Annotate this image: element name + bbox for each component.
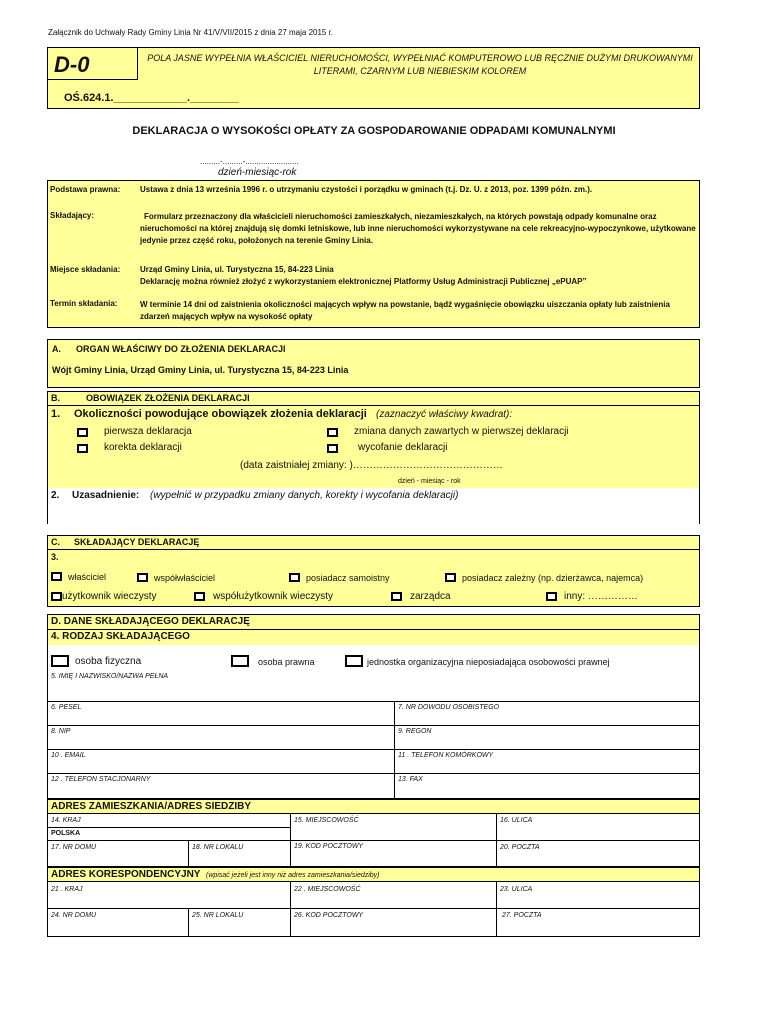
- section-a: [47, 339, 700, 388]
- instructions: POLA JASNE WYPEŁNIA WŁAŚCICIEL NIERUCHOMOŚCI, WYPEŁNIAĆ KOMPUTEROWO LUB RĘCZNIE DUŻYMI DRUKOWANYMI LITERAMI, CZARNYM LUB NIEBIESKIM KOLOREM: [147, 53, 693, 76]
- manager-checkbox[interactable]: [391, 592, 402, 601]
- section-a-text: Wójt Gminy Linia, Urząd Gminy Linia, ul. Turystyczna 15, 84-223 Linia: [52, 365, 349, 375]
- perpetual-user-checkbox[interactable]: [51, 592, 62, 601]
- filer-label: Składający:: [50, 211, 95, 220]
- country-value[interactable]: POLSKA: [51, 830, 81, 837]
- full-name-field[interactable]: [48, 701, 699, 725]
- section-c-number: 3.: [51, 552, 59, 562]
- correspondence-hint: (wpisać jeżeli jest inny niż adres zamieszkania/siedziby): [206, 872, 380, 879]
- regon-field[interactable]: 9. REGON: [398, 728, 432, 735]
- postal-code-field[interactable]: 19. KOD POCZTOWY: [294, 843, 364, 850]
- section-d-title: D. DANE SKŁADAJĄCEGO DEKLARACJĘ: [51, 616, 250, 627]
- correspondence-title: ADRES KORESPONDENCYJNY: [51, 869, 201, 880]
- header-note: Załącznik do Uchwały Rady Gminy Linia Nr 41/V/VII/2015 z dnia 27 maja 2015 r.: [48, 28, 334, 37]
- correction-checkbox[interactable]: [77, 444, 88, 453]
- section-b: [47, 391, 700, 524]
- info-box: [47, 180, 700, 328]
- place-text-2: Deklarację można również złożyć z wykorzystaniem elektronicznej Platformy Usług Administracji Publicznej „ePUAP”: [140, 277, 587, 286]
- manager-label: zarządca: [410, 591, 451, 602]
- co-perpetual-user-label: współużytkownik wieczysty: [213, 591, 334, 602]
- pesel-field[interactable]: 6. PESEL: [51, 704, 82, 711]
- id-number-field[interactable]: 7. NR DOWODU OSOBISTEGO: [398, 704, 500, 711]
- legal-person-checkbox[interactable]: [231, 655, 249, 667]
- filer-type-label: 4. RODZAJ SKŁADAJĄCEGO: [51, 631, 190, 642]
- full-name-label: 5. IMIĘ I NAZWISKO/NAZWA PEŁNA: [51, 673, 169, 680]
- country-field-label: 14. KRAJ: [51, 817, 81, 824]
- mobile-phone-field[interactable]: 11 . TELEFON KOMÓRKOWY: [398, 752, 494, 759]
- other-checkbox[interactable]: [546, 592, 557, 601]
- correspondence-header: [48, 868, 699, 882]
- fax-field[interactable]: 13. FAX: [398, 776, 423, 783]
- date-label: dzień-miesiąc-rok: [218, 167, 297, 178]
- landline-phone-field[interactable]: 12 . TELEFON STACJONARNY: [51, 776, 151, 783]
- organizational-unit-label: jednostka organizacyjna nieposiadająca osobowości prawnej: [367, 657, 610, 667]
- data-change-label: zmiana danych zawartych w pierwszej deklaracji: [354, 426, 569, 437]
- email-field[interactable]: 10 . EMAIL: [51, 752, 86, 759]
- top-box: [47, 47, 700, 109]
- filer-type-row: [48, 645, 699, 701]
- dependent-possessor-label: posiadacz zależny (np. dzierżawca, najemca): [462, 573, 644, 583]
- section-b-letter: B.: [51, 393, 60, 403]
- perpetual-user-label: użytkownik wieczysty: [62, 591, 157, 602]
- natural-person-checkbox[interactable]: [51, 655, 69, 667]
- natural-person-label: osoba fizyczna: [75, 656, 142, 667]
- owner-checkbox[interactable]: [51, 572, 62, 581]
- organizational-unit-checkbox[interactable]: [345, 655, 363, 667]
- owner-label: właściciel: [68, 572, 107, 582]
- independent-possessor-checkbox[interactable]: [289, 573, 300, 582]
- co-owner-checkbox[interactable]: [137, 573, 148, 582]
- address-title: ADRES ZAMIESZKANIA/ADRES SIEDZIBY: [51, 801, 252, 812]
- section-c: [47, 535, 700, 607]
- dependent-possessor-checkbox[interactable]: [445, 573, 456, 582]
- corr-street-field[interactable]: 23. ULICA: [500, 886, 533, 893]
- corr-post-office-field[interactable]: 27. POCZTA: [502, 912, 542, 919]
- reference-number: OŚ.624.1.____________.________: [64, 92, 239, 104]
- basis-label: Podstawa prawna:: [50, 185, 121, 194]
- nip-field[interactable]: 8. NIP: [51, 728, 71, 735]
- deadline-label: Termin składania:: [50, 299, 118, 308]
- correspondence-section: [47, 867, 700, 937]
- change-date-field[interactable]: (data zaistniałej zmiany: )………………………………………: [240, 460, 503, 471]
- co-owner-label: współwłaściciel: [154, 573, 216, 583]
- form-code-box: [48, 48, 138, 80]
- first-declaration-label: pierwsza deklaracja: [104, 426, 192, 437]
- other-label: inny: ……………: [564, 591, 638, 602]
- withdrawal-label: wycofanie deklaracji: [358, 442, 448, 453]
- corr-country-field[interactable]: 21 . KRAJ: [51, 886, 83, 893]
- legal-person-label: osoba prawna: [258, 657, 315, 667]
- section-c-header: [48, 536, 699, 550]
- independent-possessor-label: posiadacz samoistny: [306, 573, 390, 583]
- section-d: [47, 614, 700, 799]
- q1-label: Okoliczności powodujące obowiązek złożenia deklaracji: [74, 408, 367, 420]
- corr-apartment-number-field[interactable]: 25. NR LOKALU: [192, 912, 244, 919]
- address-section: [47, 799, 700, 867]
- address-header: [48, 800, 699, 814]
- place-label: Miejsce składania:: [50, 265, 121, 274]
- corr-house-number-field[interactable]: 24. NR DOMU: [51, 912, 97, 919]
- section-a-letter: A.: [52, 344, 61, 354]
- corr-postal-code-field[interactable]: 26. KOD POCZTOWY: [294, 912, 364, 919]
- post-office-field[interactable]: 20. POCZTA: [500, 844, 540, 851]
- withdrawal-checkbox[interactable]: [327, 444, 338, 453]
- house-number-field[interactable]: 17. NR DOMU: [51, 844, 97, 851]
- page-title: DEKLARACJA O WYSOKOŚCI OPŁATY ZA GOSPODAROWANIE ODPADAMI KOMUNALNYMI: [132, 125, 616, 137]
- correction-label: korekta deklaracji: [104, 442, 182, 453]
- form-code: D-0: [54, 52, 90, 77]
- q2-number: 2.: [51, 490, 60, 501]
- section-b-header: [48, 392, 699, 406]
- street-field[interactable]: 16. ULICA: [500, 817, 533, 824]
- q1-number: 1.: [51, 408, 61, 420]
- section-c-title: SKŁADAJĄCY DEKLARACJĘ: [74, 537, 200, 547]
- q2-label: Uzasadnienie:: [72, 490, 140, 501]
- co-perpetual-user-checkbox[interactable]: [194, 592, 205, 601]
- change-date-sublabel: dzień - miesiąc - rok: [398, 478, 461, 485]
- section-c-letter: C.: [51, 537, 60, 547]
- deadline-text: W terminie 14 dni od zaistnienia okoliczności mających wpływ na powstanie, bądź wygaśnięcie obowiązku uiszczania opłaty lub zaistnienia zdarzeń mających wpływ na wysokość opłaty: [140, 300, 670, 321]
- q1-hint: (zaznaczyć właściwy kwadrat):: [376, 409, 513, 420]
- section-b-title: OBOWIĄZEK ZŁOŻENIA DEKLARACJI: [86, 393, 250, 403]
- q2-hint: (wypełnić w przypadku zmiany danych, korekty i wycofania deklaracji): [150, 490, 459, 501]
- date-field[interactable]: .........-.........-........................: [200, 157, 299, 166]
- data-change-checkbox[interactable]: [327, 428, 338, 437]
- corr-city-field[interactable]: 22 . MIEJSCOWOŚĆ: [294, 886, 361, 893]
- city-field[interactable]: 15. MIEJSCOWOŚĆ: [294, 817, 359, 824]
- filer-text: Formularz przeznaczony dla właścicieli nieruchomości zamieszkałych, niezamieszkałych, na których powstają odpady komunalne oraz nieruchomości na której znajdują się domki letniskowe, lub inne nieruchomości wykorzystywane na cele rekreacyjno-wypoczynkowe, użytkowane jedynie przez część roku, położonych na terenie Gminy Linia.: [140, 212, 696, 245]
- section-b-q2[interactable]: [48, 488, 699, 524]
- apartment-number-field[interactable]: 18. NR LOKALU: [192, 844, 244, 851]
- section-a-title: ORGAN WŁAŚCIWY DO ZŁOŻENIA DEKLARACJI: [76, 344, 286, 354]
- place-text-1: Urząd Gminy Linia, ul. Turystyczna 15, 84-223 Linia: [140, 265, 334, 274]
- basis-text: Ustawa z dnia 13 września 1996 r. o utrzymaniu czystości i porządku w gminach (t.j. Dz. U. z 2013, poz. 1399 późn. zm.).: [140, 185, 593, 194]
- first-declaration-checkbox[interactable]: [77, 428, 88, 437]
